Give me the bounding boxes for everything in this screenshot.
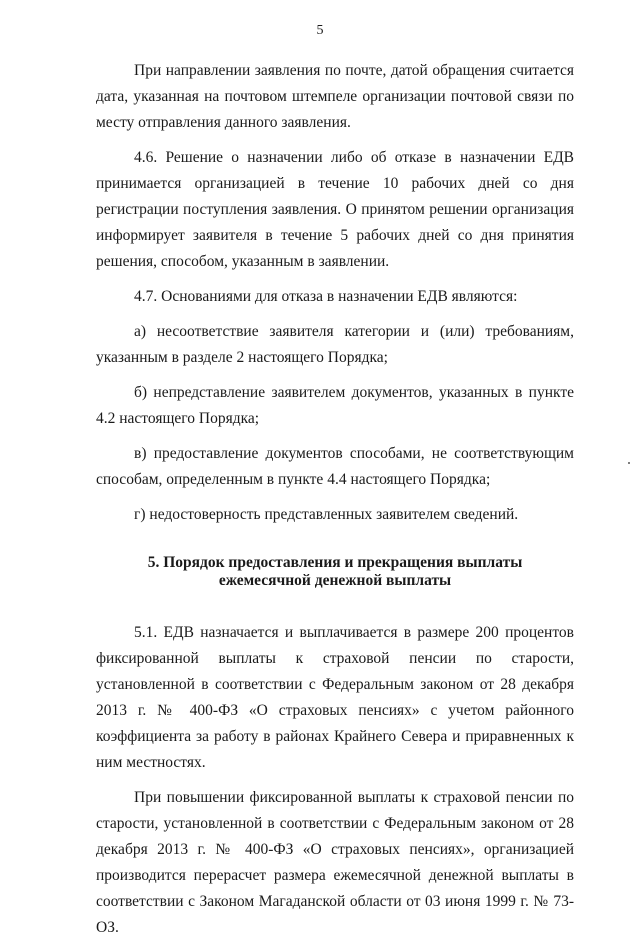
paragraph-5-1: 5.1. ЕДВ назначается и выплачивается в размере 200 процентов фиксированной выплаты к страховой пенсии по старости, установленной в соответствии с Федеральным законом от 28 декабря 2013 г. № 400-ФЗ «О страховых пенсиях» с учетом районного коэффициента за работу в районах Крайнего Севера и приравненных к ним местностях. [96, 624, 574, 771]
scan-speck [628, 462, 630, 464]
paragraph-recalculation: При повышении фиксированной выплаты к страховой пенсии по старости, установленной в соответствии с Федеральным законом от 28 декабря 2013 г. № 400-ФЗ «О страховых пенсиях», организацией производится перерасчет размера ежемесячной денежной выплаты в соответствии с Законом Магаданской области от 03 июня 1999 г. № 73-ОЗ. [96, 789, 574, 936]
section-5-heading-line2: ежемесячной денежной выплаты [218, 572, 452, 589]
section-5-heading [96, 554, 574, 590]
paragraph-postal-date: При направлении заявления по почте, датой обращения считается дата, указанная на почтовом штемпеле организации почтовой связи по месту отправления данного заявления. [96, 62, 574, 131]
list-item-v: в) предоставление документов способами, не соответствующим способам, определенным в пункте 4.4 настоящего Порядка; [96, 445, 574, 488]
list-item-b: б) непредставление заявителем документов, указанных в пункте 4.2 настоящего Порядка; [96, 384, 574, 427]
document-body [96, 58, 574, 941]
list-item-a: а) несоответствие заявителя категории и (или) требованиям, указанным в разделе 2 настоящего Порядка; [96, 323, 574, 366]
paragraph-4-6: 4.6. Решение о назначении либо об отказе в назначении ЕДВ принимается организацией в течение 10 рабочих дней со дня регистрации поступления заявления. О принятом решении организация информирует заявителя в течение 5 рабочих дней со дня принятия решения, способом, указанным в заявлении. [96, 149, 574, 270]
page-number: 5 [316, 23, 324, 38]
paragraph-4-7: 4.7. Основаниями для отказа в назначении ЕДВ являются: [134, 288, 518, 305]
section-5-heading-line1: 5. Порядок предоставления и прекращения выплаты [147, 554, 523, 571]
list-item-g: г) недостоверность представленных заявителем сведений. [134, 506, 519, 523]
